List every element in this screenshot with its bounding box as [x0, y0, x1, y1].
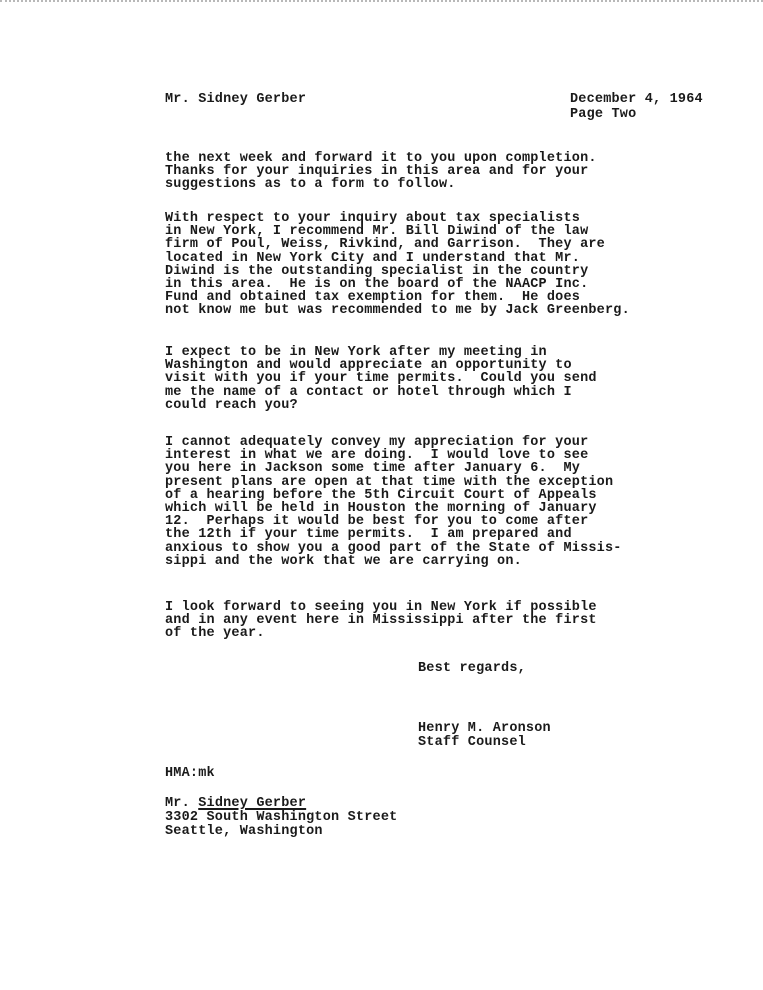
address-line-3: Seattle, Washington — [165, 824, 323, 839]
paragraph-4-line: the 12th if your time permits. I am prepared and — [165, 527, 572, 543]
paragraph-4-line: 12. Perhaps it would be best for you to come after — [165, 514, 589, 530]
paragraph-4-line: anxious to show you a good part of the State of Missis- — [165, 540, 622, 556]
paragraph-4-line: I cannot adequately convey my appreciation for your — [165, 435, 589, 450]
paragraph-3-line: me the name of a contact or hotel through which I — [165, 384, 572, 400]
paragraph-3-line: could reach you? — [165, 397, 298, 413]
paragraph-1-line: the next week and forward it to you upon completion. — [165, 151, 597, 166]
top-border-dots — [0, 0, 763, 4]
paragraph-2-line: in New York, I recommend Mr. Bill Diwind of the law — [165, 224, 589, 240]
paragraph-2-line: With respect to your inquiry about tax specialists — [165, 211, 581, 226]
paragraph-2-line: firm of Poul, Weiss, Rivkind, and Garrison. They are — [165, 237, 605, 253]
paragraph-2-line: Fund and obtained tax exemption for them. He does — [165, 290, 581, 306]
paragraph-2-line: in this area. He is on the board of the NAACP Inc. — [165, 277, 589, 292]
paragraph-5-line: of the year. — [165, 626, 265, 642]
signature-name: Henry M. Aronson — [418, 721, 551, 736]
paragraph-2-line: Diwind is the outstanding specialist in the country — [165, 263, 589, 279]
paragraph-4-line: which will be held in Houston the morning of January — [165, 501, 597, 516]
address-line-2: 3302 South Washington Street — [165, 810, 398, 825]
paragraph-4-line: interest in what we are doing. I would love to see — [165, 448, 589, 464]
paragraph-1-line: suggestions as to a form to follow. — [165, 177, 456, 193]
header-recipient: Mr. Sidney Gerber — [165, 92, 307, 107]
address-line-1 — [165, 797, 306, 810]
paragraph-5-line: and in any event here in Mississippi after the first — [165, 613, 597, 629]
typist-initials: HMA:mk — [165, 766, 215, 781]
signature-title: Staff Counsel — [418, 735, 526, 750]
paragraph-3-line: Washington and would appreciate an opportunity to — [165, 358, 572, 374]
paragraph-2-line: located in New York City and I understand that Mr. — [165, 250, 581, 266]
paragraph-4-line: sippi and the work that we are carrying on. — [165, 553, 522, 569]
paragraph-4-line: you here in Jackson some time after January 6. My — [165, 461, 581, 477]
header-date: December 4, 1964 — [570, 92, 703, 107]
paragraph-4-line: present plans are open at that time with the exception — [165, 474, 614, 490]
paragraph-5-line: I look forward to seeing you in New York if possible — [165, 600, 597, 615]
paragraph-4-line: of a hearing before the 5th Circuit Court of Appeals — [165, 487, 597, 503]
closing: Best regards, — [418, 661, 526, 676]
paragraph-3-line: visit with you if your time permits. Could you send — [165, 371, 597, 387]
header-page-number: Page Two — [570, 107, 637, 122]
paragraph-3-line: I expect to be in New York after my meeting in — [165, 345, 547, 360]
address-name: Sidney Gerber — [198, 796, 307, 811]
address-prefix: Mr. — [165, 796, 199, 811]
paragraph-1-line: Thanks for your inquiries in this area and for your — [165, 164, 589, 180]
paragraph-2-line: not know me but was recommended to me by Jack Greenberg. — [165, 303, 630, 319]
